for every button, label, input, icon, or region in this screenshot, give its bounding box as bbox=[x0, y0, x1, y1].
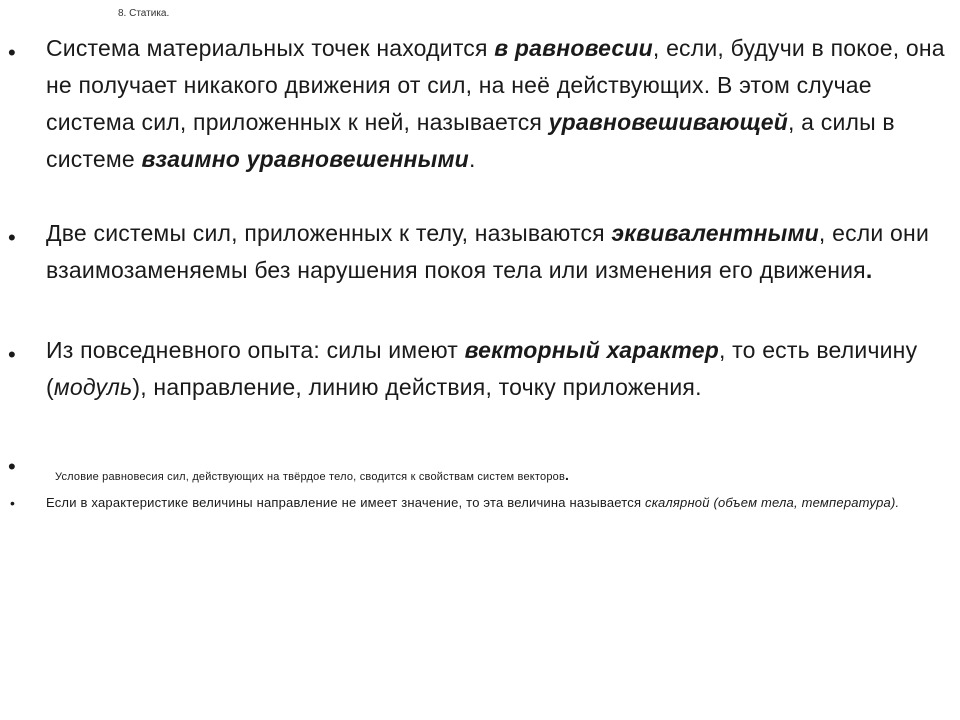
text: . bbox=[468, 146, 476, 172]
term-equivalent: эквивалентными bbox=[611, 220, 819, 246]
bullet-marker: • bbox=[8, 225, 16, 250]
text: , а силы в системе bbox=[46, 109, 895, 172]
term-mutually-balanced: взаимно уравновешенными bbox=[141, 146, 469, 172]
bullet-marker: • bbox=[10, 495, 15, 511]
term-scalar: скалярной (объем тела, температура). bbox=[645, 495, 900, 510]
section-label: 8. Статика. bbox=[118, 8, 170, 19]
text: , если они взаимозаменяемы без нарушения покоя тела или изменения его движения bbox=[46, 220, 929, 283]
term-modulus: модуль bbox=[53, 374, 133, 400]
text: . bbox=[865, 257, 873, 283]
bullet-marker: • bbox=[8, 40, 16, 65]
text: . bbox=[565, 467, 570, 483]
term-vector-character: векторный характер bbox=[464, 337, 719, 363]
bullet-paragraph-equilibrium bbox=[46, 30, 946, 178]
text: , то есть величину ( bbox=[46, 337, 918, 400]
bullet-marker: • bbox=[8, 454, 16, 479]
text: ), направление, линию действия, точку приложения. bbox=[132, 374, 702, 400]
text: , если, будучи в покое, она не получает никакого движения от сил, на неё действующих. В этом случае система сил, приложенных к ней, называется bbox=[46, 35, 945, 135]
bullet-paragraph-equivalent bbox=[46, 215, 946, 289]
bullet-paragraph-vector bbox=[46, 332, 946, 406]
text: Из повседневного опыта: силы имеют bbox=[46, 337, 465, 363]
term-balancing: уравновешивающей bbox=[548, 109, 788, 135]
text: Две системы сил, приложенных к телу, называются bbox=[46, 220, 612, 246]
text: Если в характеристике величины направление не имеет значение, то эта величина называется bbox=[46, 495, 646, 510]
bullet-marker: • bbox=[8, 342, 16, 367]
text: Система материальных точек находится bbox=[46, 35, 495, 61]
bullet-paragraph-condition bbox=[55, 464, 955, 488]
text: Условие равновесия сил, действующих на твёрдое тело, сводится к свойствам систем векторов bbox=[55, 471, 566, 483]
bullet-paragraph-scalar bbox=[46, 492, 946, 514]
term-equilibrium: в равновесии bbox=[494, 35, 653, 61]
